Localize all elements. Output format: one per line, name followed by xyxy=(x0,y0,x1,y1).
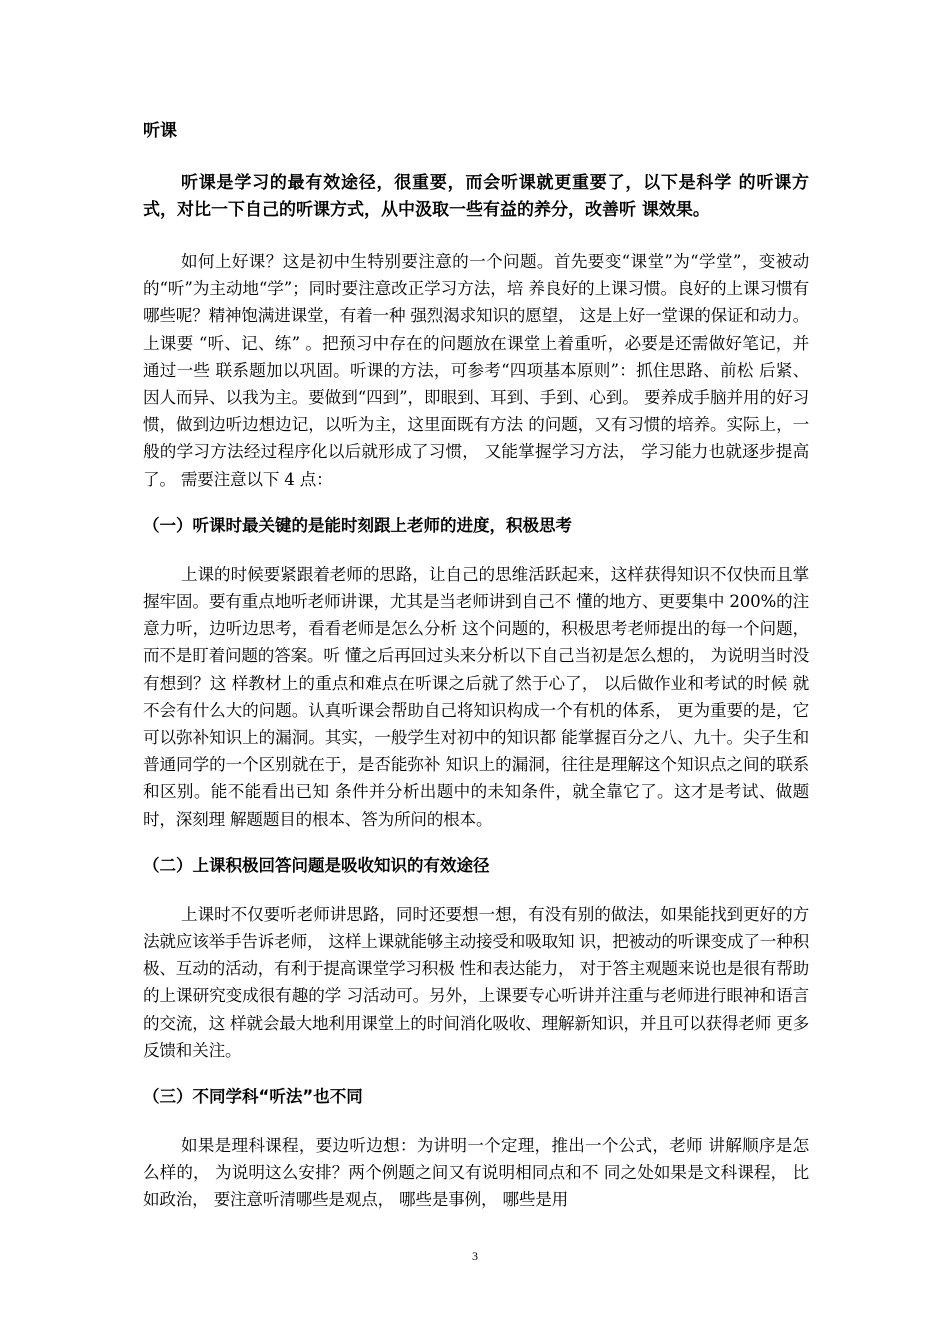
document-title: 听课 xyxy=(143,121,177,141)
page-number: 3 xyxy=(472,1249,478,1263)
paragraph-different-subjects: 如果是理科课程，要边听边想：为讲明一个定理，推出一个公式，老师 讲解顺序是怎么样的， 为说明这么安排？两个例题之间又有说明相同点和不 同之处如果是文科课程， 比如政治， 要注意听清哪些是观点， 哪些是事例， 哪些是用 xyxy=(143,1136,809,1210)
section-heading-1: （一）听课时最关键的是能时刻跟上老师的进度，积极思考 xyxy=(143,515,572,535)
section-heading-2: （二）上课积极回答问题是吸收知识的有效途径 xyxy=(143,855,490,875)
paragraph-how-to-attend-class: 如何上好课？这是初中生特别要注意的一个问题。首先要变“课堂”为“学堂”，变被动的“听”为主动地“学”；同时要注意改正学习方法，培 养良好的上课习惯。良好的上课习惯有哪些呢？精神饱满进课堂，有着一种 强烈渴求知识的愿望， 这是上好一堂课的保证和动力。上课要 “听、记、练” 。把预习中存在的问题放在课堂上着重听，必要是还需做好笔记，并通过一些 联系题加以巩固。听课的方法，可参考“四项基本原则”：抓住思路、前松 后紧、 因人而异、以我为主。要做到“四到”，即眼到、耳到、手到、心到。 要养成手脑并用的好习惯，做到边听边想边记，以听为主，这里面既有方法 的问题，又有习惯的培养。实际上，一般的学习方法经过程序化以后就形成了习惯， 又能掌握学习方法， 学习能力也就逐步提高了。 需要注意以下 4 点： xyxy=(143,252,809,489)
section-heading-3: （三）不同学科“听法”也不同 xyxy=(143,1087,363,1107)
paragraph-follow-teacher: 上课的时候要紧跟着老师的思路，让自己的思维活跃起来，这样获得知识不仅快而且掌握牢固。要有重点地听老师讲课，尤其是当老师讲到自己不 懂的地方、更要集中 200%的注意力听，边听边思考，看看老师是怎么分析 这个问题的，积极思考老师提出的每一个问题，而不是盯着问题的答案。听 懂之后再回过头来分析以下自己当初是怎么想的， 为说明当时没有想到？这 样教材上的重点和难点在听课之后就了然于心了， 以后做作业和考试的时候 就不会有什么大的问题。认真听课会帮助自己将知识构成一个有机的体系， 更为重要的是，它可以弥补知识上的漏洞。其实，一般学生对初中的知识都 能掌握百分之八、九十。尖子生和普通同学的一个区别就在于，是否能弥补 知识上的漏洞，往往是理解这个知识点之间的联系和区别。能不能看出已知 条件并分析出题中的未知条件，就全靠它了。这才是考试、做题时，深刻理 解题题目的根本、答为所问的根本。 xyxy=(143,564,809,829)
document-page xyxy=(143,118,809,1234)
intro-paragraph: 听课是学习的最有效途径，很重要，而会听课就更重要了，以下是科学 的听课方式，对比一下自己的听课方式，从中汲取一些有益的养分，改善听 课效果。 xyxy=(143,173,809,220)
paragraph-answer-questions: 上课时不仅要听老师讲思路，同时还要想一想，有没有别的做法，如果能找到更好的方法就应该举手告诉老师， 这样上课就能够主动接受和吸取知 识，把被动的听课变成了一种积极、互动的活动，有利于提高课堂学习积极 性和表达能力， 对于答主观题来说也是很有帮助的上课研究变成很有趣的学 习活动可。另外，上课要专心听讲并注重与老师进行眼神和语言的交流，这 样就会最大地利用课堂上的时间消化吸收、理解新知识，并且可以获得老师 更多反馈和关注。 xyxy=(143,904,809,1060)
